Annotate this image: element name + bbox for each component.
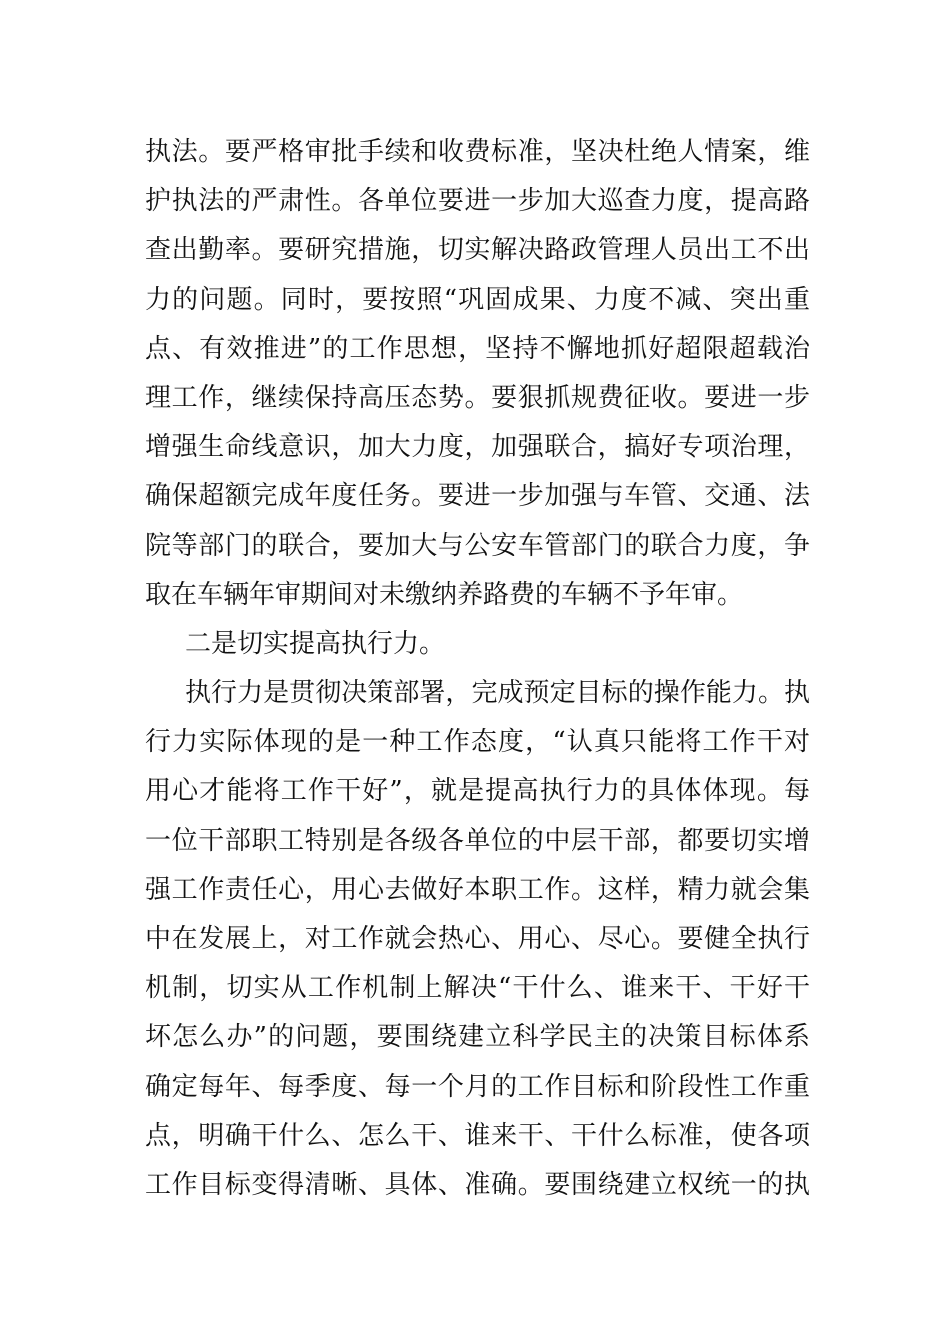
text-line-18: 机制，切实从工作机制上解决“干什么、谁来干、干好干 <box>145 973 810 1004</box>
text-line-17: 中在发展上，对工作就会热心、用心、尽心。要健全执行 <box>145 924 810 954</box>
text-line-9: 院等部门的联合，要加大与公安车管部门的联合力度，争 <box>145 530 810 561</box>
text-line-20: 确定每年、每季度、每一个月的工作目标和阶段性工作重 <box>145 1071 810 1102</box>
text-line-5: 点、有效推进”的工作思想，坚持不懈地抓好超限超载治 <box>145 333 810 364</box>
text-line-8: 确保超额完成年度任务。要进一步加强与车管、交通、法 <box>145 481 810 512</box>
text-line-4: 力的问题。同时，要按照“巩固成果、力度不减、突出重 <box>145 284 810 315</box>
body-text <box>145 128 810 1210</box>
text-line-12: 执行力是贯彻决策部署，完成预定目标的操作能力。执 <box>185 678 810 709</box>
text-line-19: 坏怎么办”的问题，要围绕建立科学民主的决策目标体系 <box>145 1022 810 1053</box>
text-line-10: 取在车辆年审期间对未缴纳养路费的车辆不予年审。 <box>145 579 744 610</box>
text-line-2: 护执法的严肃性。各单位要进一步加大巡查力度，提高路 <box>145 186 810 217</box>
text-line-16: 强工作责任心，用心去做好本职工作。这样，精力就会集 <box>145 874 810 905</box>
text-line-1: 执法。要严格审批手续和收费标准，坚决杜绝人情案，维 <box>145 137 810 167</box>
text-line-15: 一位干部职工特别是各级各单位的中层干部，都要切实增 <box>145 825 810 856</box>
text-line-22: 工作目标变得清晰、具体、准确。要围绕建立权统一的执 <box>145 1169 810 1200</box>
text-line-3: 查出勤率。要研究措施，切实解决路政管理人员出工不出 <box>145 235 810 266</box>
text-line-13: 行力实际体现的是一种工作态度，“认真只能将工作干对 <box>145 727 810 758</box>
text-line-6: 理工作，继续保持高压态势。要狠抓规费征收。要进一步 <box>145 382 810 413</box>
text-line-21: 点，明确干什么、怎么干、谁来干、干什么标准，使各项 <box>145 1120 810 1151</box>
section-heading: 二是切实提高执行力。 <box>185 628 446 659</box>
text-line-7: 增强生命线意识，加大力度，加强联合，搞好专项治理， <box>145 432 810 463</box>
text-line-14: 用心才能将工作干好”，就是提高执行力的具体体现。每 <box>145 776 810 807</box>
